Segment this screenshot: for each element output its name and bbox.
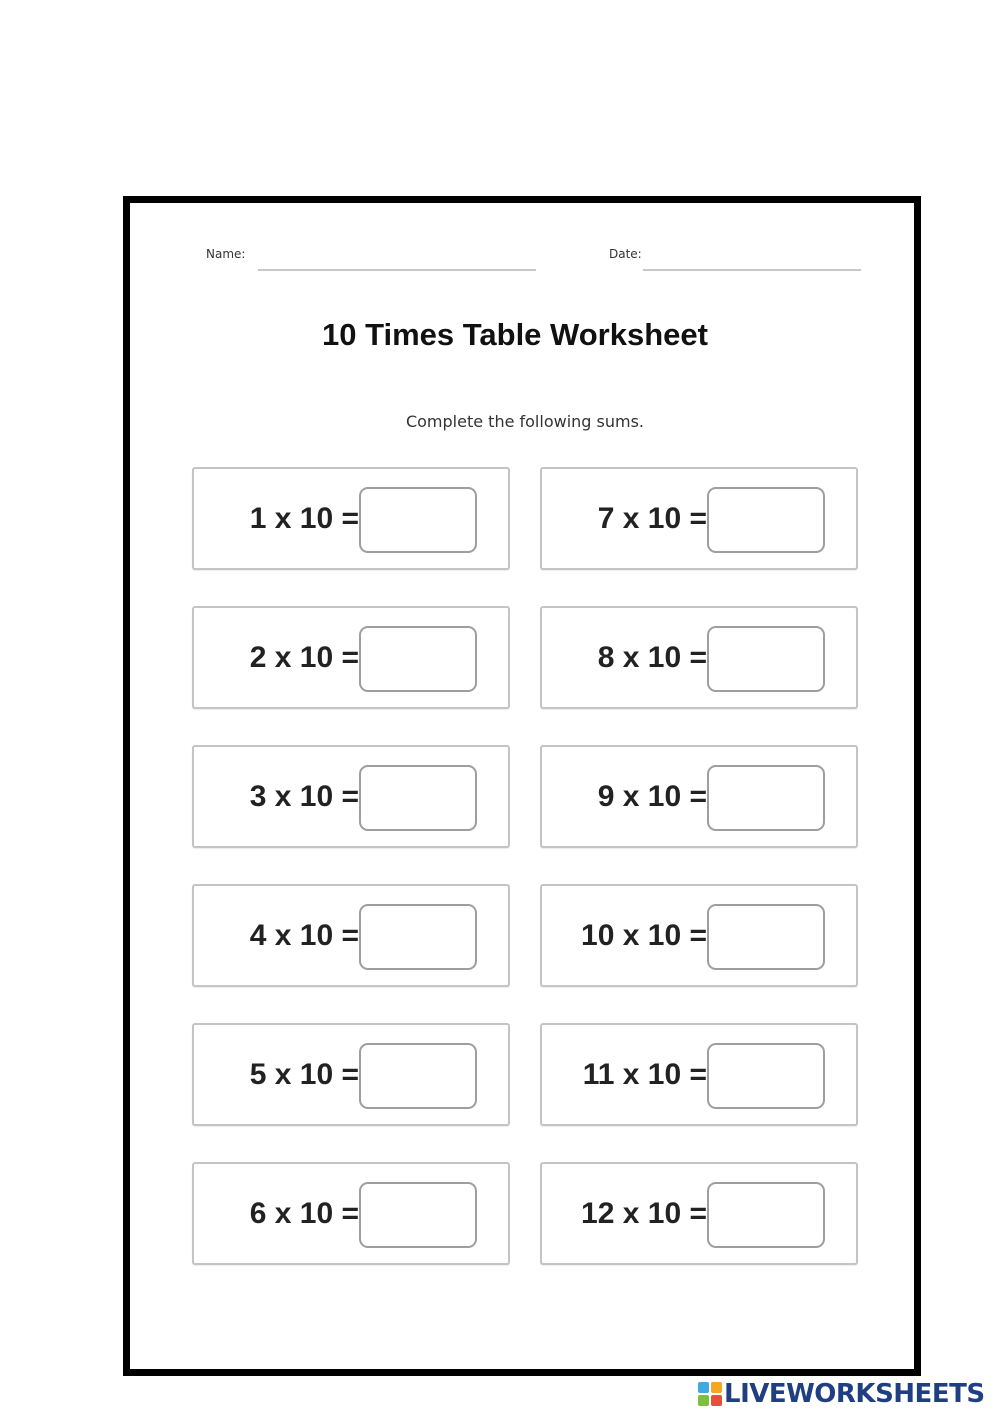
liveworksheets-brand [698,1378,985,1410]
answer-input[interactable] [707,487,825,553]
name-line [258,269,536,271]
problem-expression: 3 x 10 = [249,779,359,813]
problem-card [540,467,858,570]
problem-card [192,745,510,848]
answer-input[interactable] [707,765,825,831]
answer-input[interactable] [707,904,825,970]
date-line [643,269,861,271]
logo-square [711,1395,722,1406]
worksheet-title: 10 Times Table Worksheet [322,317,708,352]
date-label: Date: [609,247,642,261]
answer-input[interactable] [707,626,825,692]
logo-square [711,1382,722,1393]
answer-input[interactable] [359,765,477,831]
problem-expression: 11 x 10 = [582,1057,707,1091]
problem-card [192,467,510,570]
problem-expression: 7 x 10 = [597,501,707,535]
logo-square [698,1395,709,1406]
answer-input[interactable] [359,1043,477,1109]
instructions: Complete the following sums. [405,412,645,431]
answer-input[interactable] [359,626,477,692]
answer-input[interactable] [707,1182,825,1248]
problem-card [540,884,858,987]
problem-expression: 6 x 10 = [249,1196,359,1230]
problem-card [540,1162,858,1265]
brand-text: LIVEWORKSHEETS [724,1379,985,1409]
problem-expression: 8 x 10 = [597,640,707,674]
answer-input[interactable] [359,904,477,970]
answer-input[interactable] [359,487,477,553]
problem-expression: 1 x 10 = [249,501,359,535]
problem-expression: 9 x 10 = [597,779,707,813]
answer-input[interactable] [359,1182,477,1248]
problem-expression: 2 x 10 = [249,640,359,674]
problem-card [192,606,510,709]
problem-card [540,745,858,848]
problem-expression: 12 x 10 = [581,1196,707,1230]
problems-grid [192,467,858,1265]
problem-card [540,606,858,709]
logo-square [698,1382,709,1393]
liveworksheets-logo-icon [698,1382,722,1406]
problem-card [192,1162,510,1265]
problem-expression: 10 x 10 = [581,918,707,952]
problem-expression: 5 x 10 = [249,1057,359,1091]
answer-input[interactable] [707,1043,825,1109]
problem-card [192,884,510,987]
name-label: Name: [206,247,246,261]
problem-card [540,1023,858,1126]
problem-card [192,1023,510,1126]
worksheet-page [123,196,921,1376]
problem-expression: 4 x 10 = [249,918,359,952]
